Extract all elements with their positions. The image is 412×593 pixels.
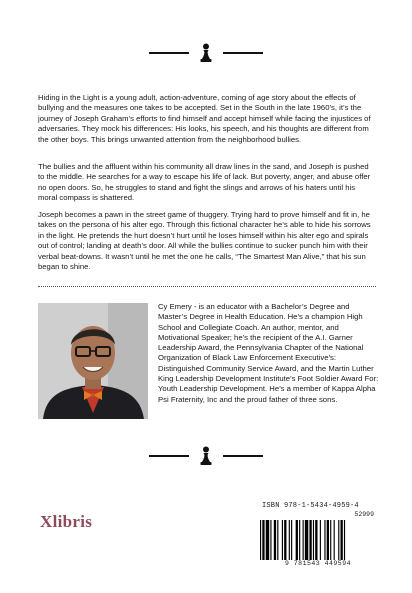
author-bio: Cy Emery - is an educator with a Bachelor’s Degree and Master’s Degree in Health Education. He’s a champion High School and Collegiate Coach. An author, mentor, and Motivational Speaker; he’s the recipient of the A.I. Garner Leadership Award, the Pennsylvania Chapter of the National Organization of Black Law Enforcement Executive’s: Distinguished Community Service Award, and the Martin Luther King Leadership Development Institute’s Foot Soldier Award For: Youth Leadership Development. He’s a member of Kappa Alpha Psi Fraternity, Inc and the proud father of three sons.	[158, 302, 379, 404]
section-divider	[38, 286, 376, 287]
blurb-paragraph-3: Joseph becomes a pawn in the street game of thuggery. Trying hard to prove himself and fit in, he takes on the persona of his alter ego. Through this fictional character he’s able to hide his sorrows in the light. He pretends the hurt doesn’t hurt until he loses himself within his alter ego and spirals out of control; landing at death’s door. All while the bullies continue to sucker punch him with their verbal beat-downs. It wasn’t until he met the one he calls, “The Smartest Man Alive,” that his sun began to shine.	[38, 210, 371, 272]
bottom-ornament	[0, 446, 412, 466]
isbn-digits: 9 781543 449594	[284, 560, 351, 567]
ornament-rule-left	[149, 52, 189, 54]
top-ornament	[0, 43, 412, 63]
chess-pawn-icon	[199, 446, 213, 466]
blurb-paragraph-1: Hiding in the Light is a young adult, action-adventure, coming of age story about the effects of bullying and the measures one takes to be accepted. Set in the South in the late 1960’s, it’s the journey of Joseph Graham’s efforts to find himself and accept himself while facing the injustices of adversaries. They mock his differences: His looks, his speech, and his thoughts are different from the other boys. This brings unwanted attention from the neighborhood bullies.	[38, 93, 371, 144]
author-photo	[38, 303, 148, 419]
ornament-rule-right	[223, 455, 263, 457]
ornament-rule-right	[223, 52, 263, 54]
ornament-rule-left	[149, 455, 189, 457]
publisher-logo: Xlibris	[40, 512, 93, 531]
barcode-bars	[260, 520, 376, 560]
blurb-paragraph-2: The bullies and the affluent within his community all draw lines in the sand, and Joseph is pushed to the middle. He searches for a way to escape his life of lack. But poverty, anger, and abuse offer no open doors. So, he struggles to stand and fight the slings and arrows of his haters until his moral compass is shattered.	[38, 162, 371, 203]
isbn-barcode	[256, 502, 380, 570]
price-code: 52999	[354, 511, 374, 518]
isbn-label: ISBN 978-1-5434-4959-4	[262, 502, 359, 510]
chess-pawn-icon	[199, 43, 213, 63]
